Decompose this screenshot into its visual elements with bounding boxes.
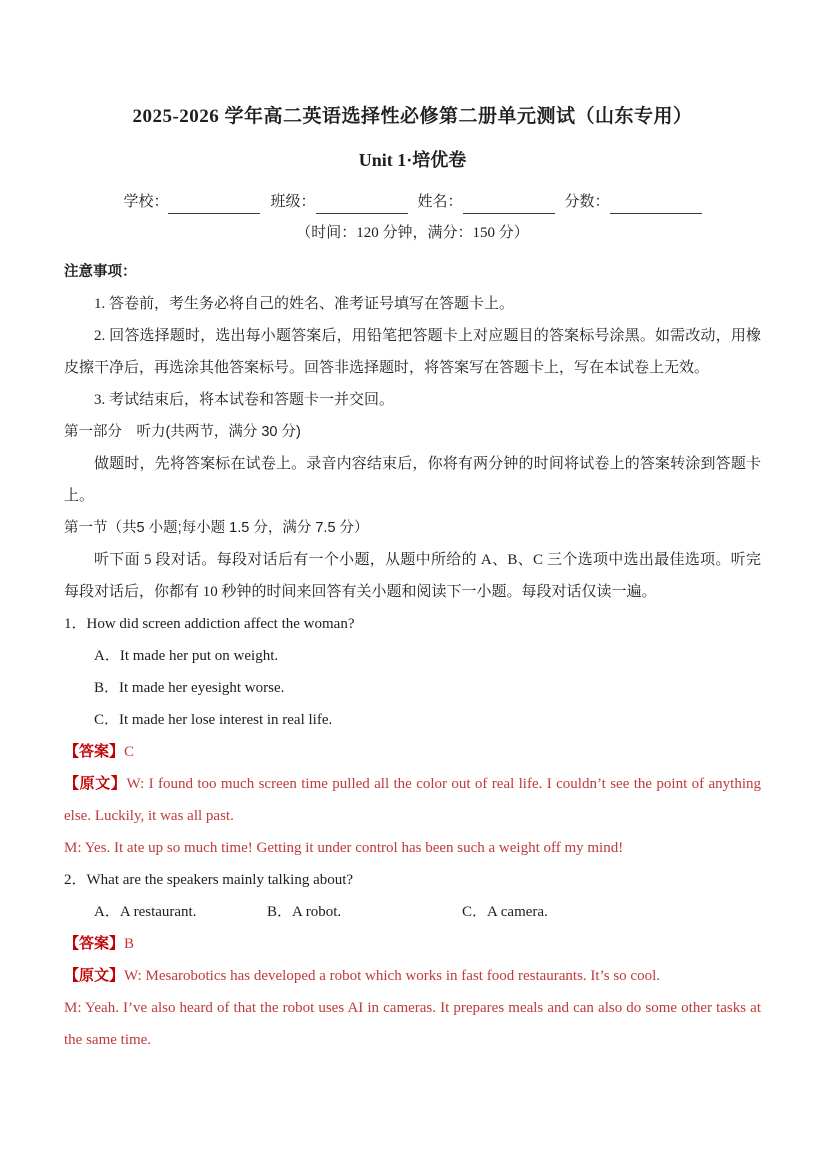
notice-item-2: 2. 回答选择题时，选出每小题答案后，用铅笔把答题卡上对应题目的答案标号涂黑。如需改动，用橡皮擦干净后，再选涂其他答案标号。回答非选择题时，将答案写在答题卡上，写在本试卷上无效。	[64, 328, 761, 376]
score-blank-line	[610, 196, 702, 214]
question-2-option-a: A．A restaurant.	[94, 904, 197, 920]
name-field	[418, 190, 555, 214]
transcript-label: 【原文】	[64, 968, 125, 984]
class-blank-line	[316, 196, 408, 214]
time-score-line: （时间：120 分钟，满分：150 分）	[296, 225, 529, 241]
part1-heading: 第一部分 听力(共两节，满分 30 分)	[64, 424, 301, 440]
question-2-answer	[64, 928, 761, 960]
school-label: 学校：	[123, 194, 169, 210]
transcript-line: W: I found too much screen time pulled all the color out of real life. I couldn’t see the point of anything else. Luckily, it was all past.	[64, 776, 761, 824]
question-1-option-c: C．It made her lose interest in real life.	[94, 712, 333, 728]
school-field	[123, 190, 260, 214]
answer-value: B	[124, 936, 135, 952]
question-2-option-c: C．A camera.	[462, 904, 548, 920]
student-info-row	[64, 190, 761, 214]
question-2-number: 2．	[64, 872, 87, 888]
question-2-text: What are the speakers mainly talking about?	[86, 872, 354, 888]
class-field	[270, 190, 407, 214]
score-field	[565, 190, 702, 214]
page-title: 2025-2026 学年高二英语选择性必修第二册单元测试（山东专用）	[132, 106, 693, 127]
question-2-transcript-w	[64, 960, 761, 992]
part1-intro: 做题时，先将答案标在试卷上。录音内容结束后，你将有两分钟的时间将试卷上的答案转涂到答题卡上。	[64, 456, 761, 504]
class-label: 班级：	[270, 194, 316, 210]
page-subtitle: Unit 1·培优卷	[358, 150, 467, 170]
name-blank-line	[463, 196, 555, 214]
question-1	[64, 608, 761, 640]
transcript-label: 【原文】	[64, 776, 127, 792]
question-1-transcript-m: M: Yes. It ate up so much time! Getting it under control has been such a weight off my mind!	[64, 840, 624, 856]
question-2-options-row	[64, 896, 761, 928]
question-2	[64, 864, 761, 896]
question-1-text: How did screen addiction affect the woman?	[86, 616, 355, 632]
name-label: 姓名：	[417, 194, 463, 210]
question-2-option-b: B．A robot.	[267, 904, 342, 920]
question-1-option-b: B．It made her eyesight worse.	[94, 680, 285, 696]
question-1-transcript-w	[64, 768, 761, 832]
notice-item-1: 1. 答卷前，考生务必将自己的姓名、准考证号填写在答题卡上。	[94, 296, 515, 312]
question-1-number: 1．	[64, 616, 87, 632]
answer-label: 【答案】	[64, 744, 125, 760]
notice-item-3: 3. 考试结束后，将本试卷和答题卡一并交回。	[94, 392, 395, 408]
section1-instructions: 听下面 5 段对话。每段对话后有一个小题，从题中所给的 A、B、C 三个选项中选出最佳选项。听完每段对话后，你都有 10 秒钟的时间来回答有关小题和阅读下一小题。每段对话仅读一遍。	[64, 552, 761, 600]
question-2-transcript-m: M: Yeah. I’ve also heard of that the robot uses AI in cameras. It prepares meals and can also do some other tasks at the same time.	[64, 1000, 761, 1048]
score-label: 分数：	[564, 194, 610, 210]
section1-heading: 第一节（共5 小题;每小题 1.5 分，满分 7.5 分）	[64, 520, 369, 536]
answer-value: C	[124, 744, 135, 760]
transcript-line: W: Mesarobotics has developed a robot which works in fast food restaurants. It’s so cool.	[124, 968, 661, 984]
notice-heading: 注意事项：	[64, 264, 137, 280]
question-1-answer	[64, 736, 761, 768]
school-blank-line	[168, 196, 260, 214]
question-1-option-a: A．It made her put on weight.	[94, 648, 279, 664]
answer-label: 【答案】	[64, 936, 125, 952]
